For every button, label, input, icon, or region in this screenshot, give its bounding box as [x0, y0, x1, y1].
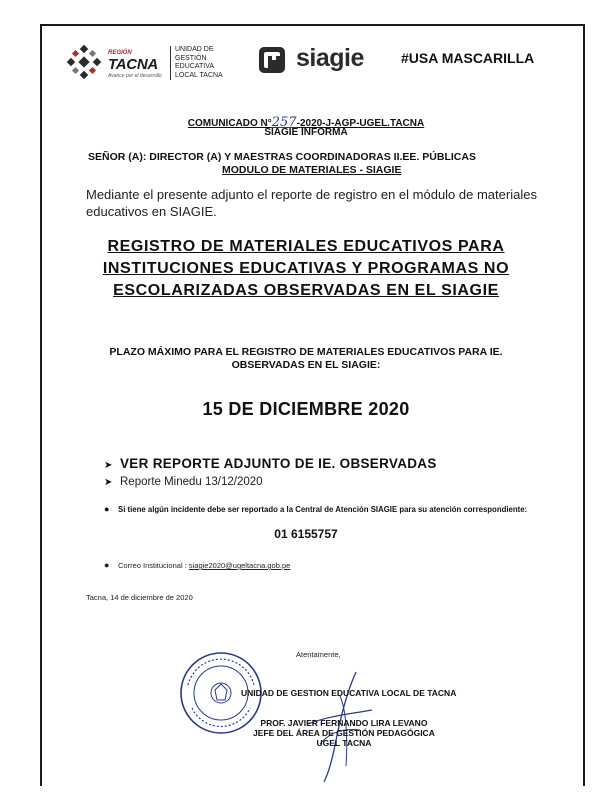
signature-organization: UNIDAD DE GESTION EDUCATIVA LOCAL DE TACNA	[241, 688, 457, 698]
bullet-icon: ●	[104, 504, 110, 514]
email-link[interactable]: siagie2020@ugeltacna.gob.pe	[188, 561, 291, 570]
handwritten-number: 257	[271, 115, 297, 130]
support-phone: 01 6155757	[274, 527, 338, 541]
place-date: Tacna, 14 de diciembre de 2020	[86, 593, 193, 602]
ugel-logo-text: UNIDAD DE GESTIÓN EDUCATIVA LOCAL TACNA	[175, 46, 223, 79]
mask-hashtag: #USA MASCARILLA	[401, 50, 535, 66]
intro-paragraph: Mediante el presente adjunto el reporte de registro en el módulo de materiales educativos en SIAGIE.	[86, 187, 537, 219]
region-name: TACNA	[108, 56, 158, 73]
addressee-line: SEÑOR (A): DIRECTOR (A) Y MAESTRAS COORDINADORAS II.EE. PÚBLICAS	[88, 151, 476, 163]
region-tacna-logo-icon	[66, 44, 102, 80]
siagie-logo-text: siagie	[296, 44, 364, 72]
region-tagline: Avance por el desarrollo	[108, 73, 162, 79]
incident-item: ● Si tiene algún incidente debe ser reportado a la Central de Atención SIAGIE para su atención correspondiente:	[104, 504, 528, 514]
arrow-bullet-icon: ➤	[104, 477, 113, 488]
arrow-bullet-icon: ➤	[104, 460, 113, 471]
bullet-icon: ●	[104, 560, 110, 570]
deadline-heading: PLAZO MÁXIMO PARA EL REGISTRO DE MATERIALES EDUCATIVOS PARA IE. OBSERVADAS EN EL SIAGIE:	[109, 346, 503, 371]
document-title: REGISTRO DE MATERIALES EDUCATIVOS PARA INSTITUCIONES EDUCATIVAS Y PROGRAMAS NO ESCOLARIZADAS OBSERVADAS EN EL SIAGIE	[102, 238, 510, 299]
email-item: ● Correo Institucional : siagie2020@ugeltacna.gob.pe	[104, 560, 291, 570]
header-divider	[170, 46, 171, 80]
comunicado-number: COMUNICADO N°257-2020-J-AGP-UGEL.TACNA	[187, 115, 425, 130]
closing: Atentamente,	[296, 650, 341, 659]
arrow-item-report: ➤ VER REPORTE ADJUNTO DE IE. OBSERVADAS	[104, 456, 437, 471]
siagie-informa: SIAGIE INFORMA	[264, 127, 348, 138]
module-line: MODULO DE MATERIALES - SIAGIE	[222, 164, 402, 176]
signer-block: PROF. JAVIER FERNANDO LIRA LEVANO JEFE DEL ÁREA DE GESTIÓN PEDAGÓGICA UGEL TACNA	[253, 718, 435, 748]
arrow-item-minedu: ➤ Reporte Minedu 13/12/2020	[104, 476, 263, 488]
region-label: REGIÓN	[108, 50, 132, 56]
deadline-date: 15 DE DICIEMBRE 2020	[202, 399, 410, 419]
siagie-logo-icon	[258, 46, 286, 74]
